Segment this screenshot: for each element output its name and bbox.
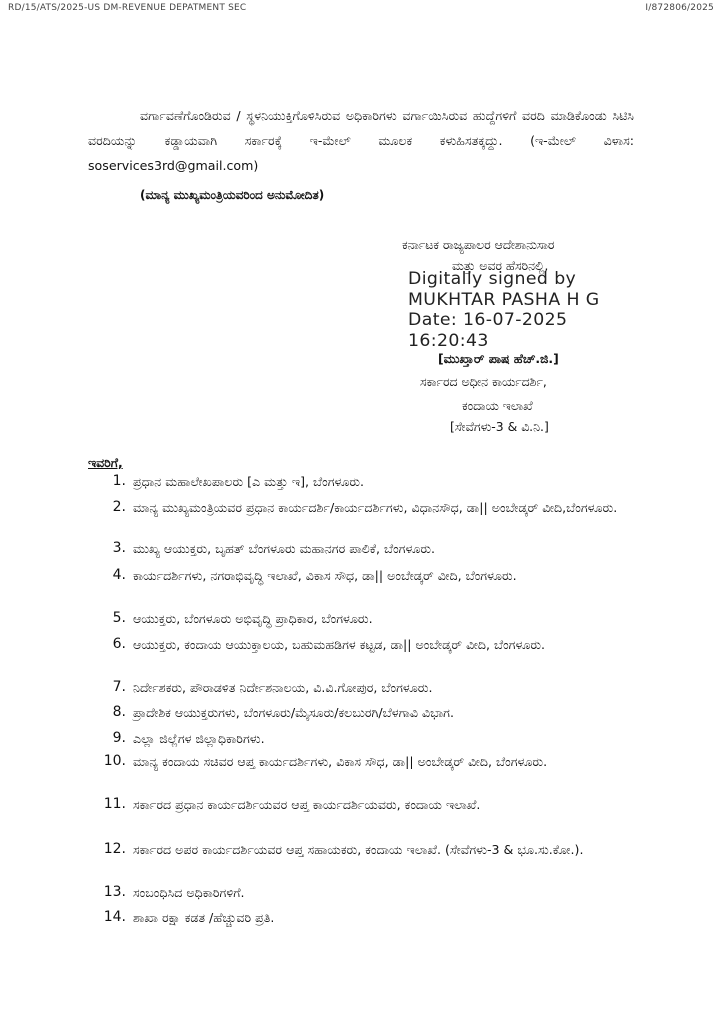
list-item-text: ಶಾಖಾ ರಕ್ಷಾ ಕಡತ /ಹೆಚ್ಚುವರಿ ಪ್ರತಿ. <box>133 910 275 925</box>
list-item-number: 3. <box>112 540 126 556</box>
list-item-number: 13. <box>103 884 126 900</box>
signatory-department: ಕಂದಾಯ ಇಲಾಖೆ <box>462 398 533 413</box>
list-item-text: ಎಲ್ಲಾ ಜಿಲ್ಲೆಗಳ ಜಿಲ್ಲಾಧಿಕಾರಿಗಳು. <box>133 731 265 746</box>
list-item-number: 6. <box>112 636 126 652</box>
digital-signature-date: Date: 16-07-2025 <box>408 310 568 330</box>
header-document-id: I/872806/2025 <box>645 3 714 13</box>
list-item-text: ನಿರ್ದೇಶಕರು, ಪೌರಾಡಳಿತ ನಿರ್ದೇಶನಾಲಯ, ವಿ.ವಿ.ಗೋಪುರ, ಬೆಂಗಳೂರು. <box>133 680 433 695</box>
digital-signature-label: Digitally signed by <box>408 269 577 289</box>
header-file-number: RD/15/ATS/2025-US DM-REVENUE DEPATMENT SEC <box>8 3 247 13</box>
list-item-text: ಪ್ರಧಾನ ಮಹಾಲೇಖಪಾಲರು [ಎ ಮತ್ತು ಇ], ಬೆಂಗಳೂರು. <box>133 474 365 489</box>
list-item-text: ಆಯುಕ್ತರು, ಬೆಂಗಳೂರು ಅಭಿವೃದ್ಧಿ ಪ್ರಾಧಿಕಾರ, ಬೆಂಗಳೂರು. <box>133 611 373 626</box>
list-item-text: ಮುಖ್ಯ ಆಯುಕ್ತರು, ಬೃಹತ್ ಬೆಂಗಳೂರು ಮಹಾನಗರ ಪಾಲಿಕೆ, ಬೆಂಗಳೂರು. <box>133 541 436 556</box>
digital-signature-signer: MUKHTAR PASHA H G <box>408 289 600 310</box>
list-item-number: 8. <box>112 704 126 720</box>
signature-name-line: ಮತ್ತು ಅವರ ಹೆಸರಿನಲ್ಲಿ, <box>452 258 549 273</box>
digital-signature-stamp <box>408 269 658 351</box>
signature-order-line: ಕರ್ನಾಟಕ ರಾಜ್ಯಪಾಲರ ಆದೇಶಾನುಸಾರ <box>402 237 555 252</box>
list-item-text: ಆಯುಕ್ತರು, ಕಂದಾಯ ಆಯುಕ್ತಾಲಯ, ಬಹುಮಹಡಿಗಳ ಕಟ್ಟಡ, ಡಾ|| ಅಂಬೇಡ್ಕರ್ ವೀದಿ, ಬೆಂಗಳೂರು. <box>133 637 546 652</box>
list-item-number: 10. <box>103 753 126 769</box>
signatory-designation: ಸರ್ಕಾರದ ಅಧೀನ ಕಾರ್ಯದರ್ಶಿ, <box>420 374 547 389</box>
digital-signature-time: 16:20:43 <box>408 330 489 351</box>
list-item-number: 11. <box>103 796 126 812</box>
list-item-text: ಮಾನ್ಯ ಕಂದಾಯ ಸಚಿವರ ಆಪ್ತ ಕಾರ್ಯದರ್ಶಿಗಳು, ವಿಕಾಸ ಸೌಧ, ಡಾ|| ಅಂಬೇಡ್ಕರ್ ವೀದಿ, ಬೆಂಗಳೂರು. <box>133 754 548 769</box>
approval-note: (ಮಾನ್ಯ ಮುಖ್ಯಮಂತ್ರಿಯವರಿಂದ ಅನುಮೋದಿತ) <box>140 188 325 202</box>
list-item-number: 7. <box>112 679 126 695</box>
list-item-text: ಸಂಬಂಧಿಸಿದ ಅಧಿಕಾರಿಗಳಿಗೆ. <box>133 885 245 900</box>
list-item-text: ಸರ್ಕಾರದ ಅಪರ ಕಾರ್ಯದರ್ಶಿಯವರ ಆಪ್ತ ಸಹಾಯಕರು, ಕಂದಾಯ ಇಲಾಖೆ. (ಸೇವೆಗಳು-3 & ಭೂ.ಸು.ಕೋ.). <box>133 842 584 857</box>
list-item-text: ಪ್ರಾದೇಶಿಕ ಆಯುಕ್ತರುಗಳು, ಬೆಂಗಳೂರು/ಮೈಸೂರು/ಕಲಬುರಗಿ/ಬೆಳಗಾವಿ ವಿಭಾಗ. <box>133 705 454 720</box>
signatory-section: [ಸೇವೆಗಳು-3 & ವಿ.ನಿ.] <box>450 419 549 434</box>
list-item-number: 9. <box>112 730 126 746</box>
recipients-heading: ಇವರಿಗೆ, <box>88 455 123 470</box>
body-paragraph: ವರ್ಗಾವಣೆಗೊಂಡಿರುವ / ಸ್ಥಳನಿಯುಕ್ತಿಗೊಳಿಸಿರುವ ಅಧಿಕಾರಿಗಳು ವರ್ಗಾಯಿಸಿರುವ ಹುದ್ದೆಗಳಿಗೆ ವರದಿ ಮಾಡಿಕೊಂಡು ಸಿಟಿಸಿ ವರದಿಯನ್ನು ಕಡ್ಡಾಯವಾಗಿ ಸರ್ಕಾರಕ್ಕೆ ಇ-ಮೇಲ್ ಮೂಲಕ ಕಳುಹಿಸತಕ್ಕದ್ದು. (ಇ-ಮೇಲ್ ವಿಳಾಸ: soservices3rd@gmail.com) <box>88 108 634 173</box>
list-item-text: ಸರ್ಕಾರದ ಪ್ರಧಾನ ಕಾರ್ಯದರ್ಶಿಯವರ ಆಪ್ತ ಕಾರ್ಯದರ್ಶಿಯವರು, ಕಂದಾಯ ಇಲಾಖೆ. <box>133 797 481 812</box>
list-item-number: 2. <box>112 499 126 515</box>
list-item-text: ಕಾರ್ಯದರ್ಶಿಗಳು, ನಗರಾಭಿವೃದ್ಧಿ ಇಲಾಖೆ, ವಿಕಾಸ ಸೌಧ, ಡಾ|| ಅಂಬೇಡ್ಕರ್ ವೀದಿ, ಬೆಂಗಳೂರು. <box>133 568 517 583</box>
list-item-number: 1. <box>112 473 126 489</box>
list-item-number: 5. <box>112 610 126 626</box>
list-item-text: ಮಾನ್ಯ ಮುಖ್ಯಮಂತ್ರಿಯವರ ಪ್ರಧಾನ ಕಾರ್ಯದರ್ಶಿ/ಕಾರ್ಯದರ್ಶಿಗಳು, ವಿಧಾನಸೌಧ, ಡಾ|| ಅಂಬೇಡ್ಕರ್ ವೀದಿ,ಬೆಂಗಳೂರು. <box>133 500 618 515</box>
list-item-number: 14. <box>103 909 126 925</box>
list-item-number: 4. <box>112 567 126 583</box>
signatory-name: [ಮುಖ್ತಾರ್ ಪಾಷ ಹೆಚ್.ಜಿ.] <box>438 351 559 366</box>
list-item-number: 12. <box>103 841 126 857</box>
